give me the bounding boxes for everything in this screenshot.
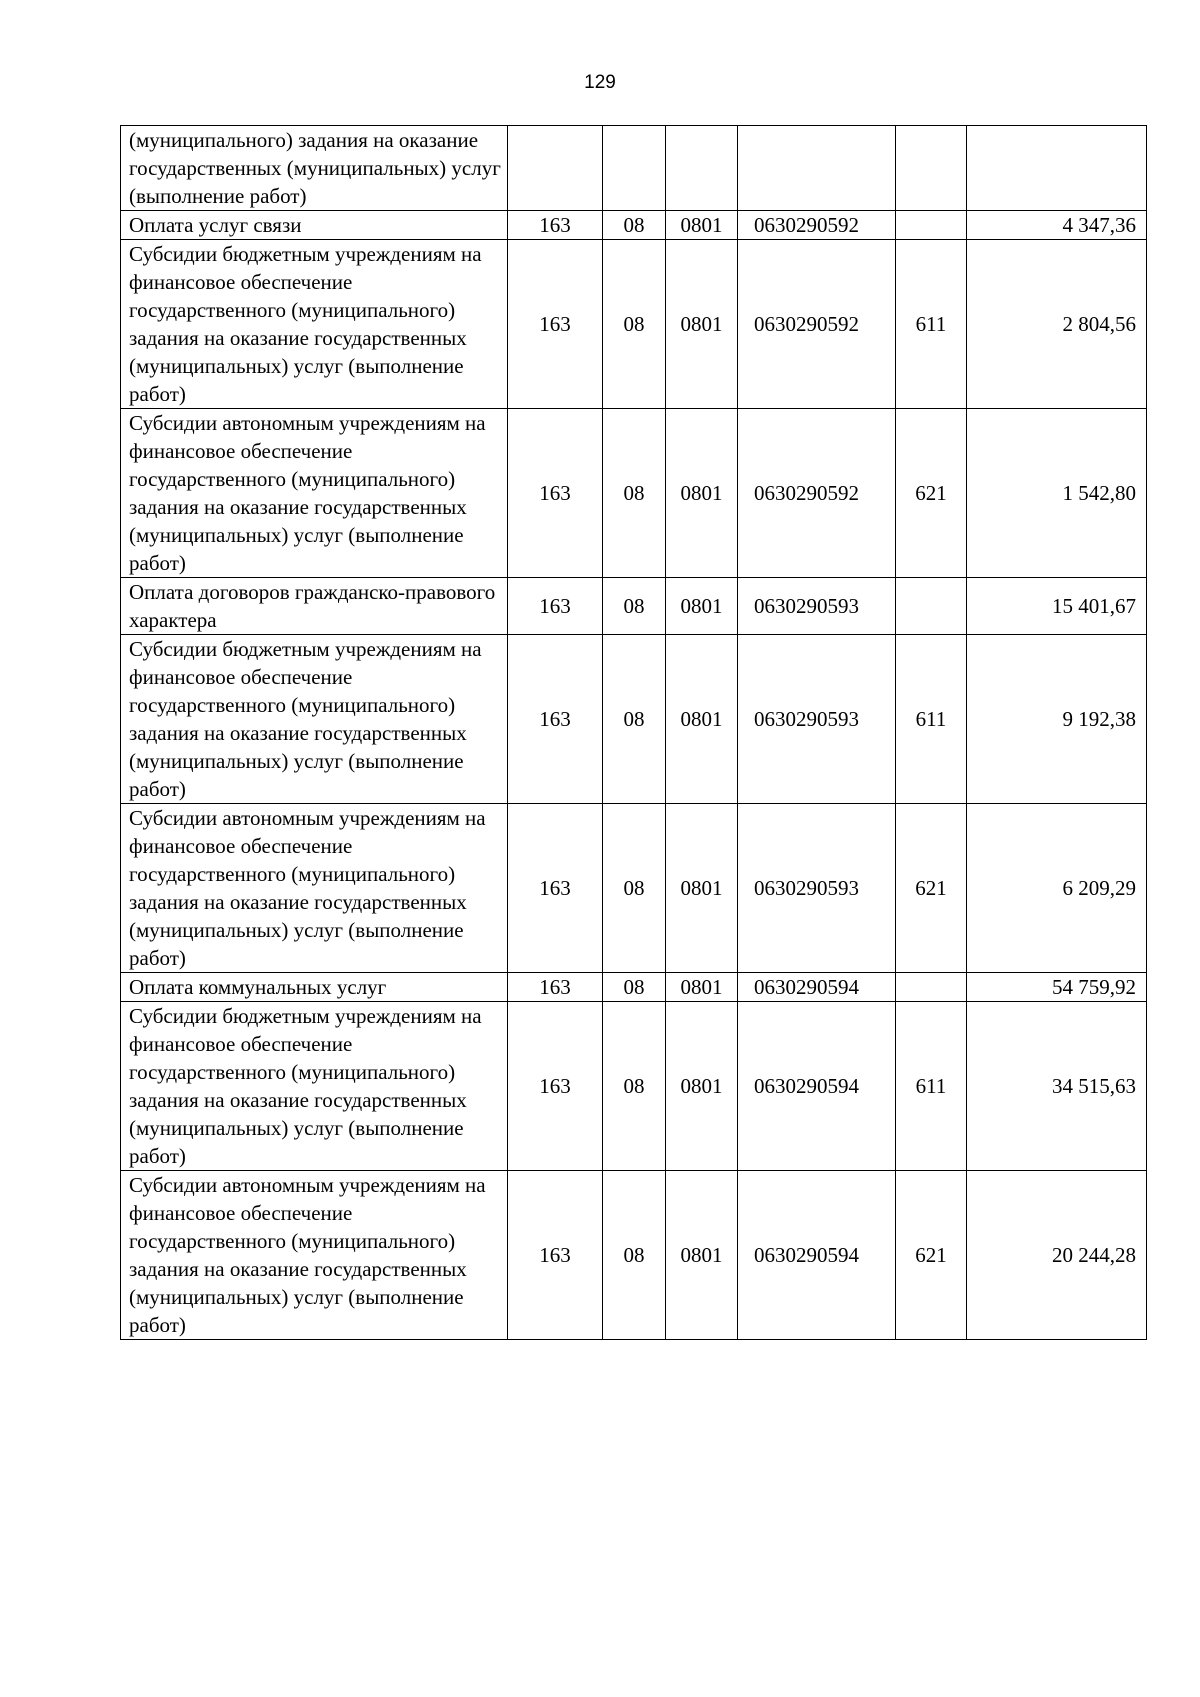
section-code-cell: 08 [603, 240, 666, 409]
subsection-code-cell: 0801 [666, 409, 738, 578]
amount-cell: 54 759,92 [967, 973, 1147, 1002]
target-article-cell: 0630290594 [738, 1171, 896, 1340]
target-article-cell: 0630290593 [738, 578, 896, 635]
section-code-cell: 08 [603, 211, 666, 240]
expense-type-cell: 621 [896, 1171, 967, 1340]
expense-type-cell: 621 [896, 804, 967, 973]
subsection-code-cell: 0801 [666, 973, 738, 1002]
dept-code-cell: 163 [508, 1002, 603, 1171]
target-article-cell: 0630290592 [738, 409, 896, 578]
section-code-cell [603, 126, 666, 211]
subsection-code-cell: 0801 [666, 1171, 738, 1340]
target-article-cell: 0630290593 [738, 804, 896, 973]
expense-type-cell: 611 [896, 1002, 967, 1171]
target-article-cell: 0630290592 [738, 211, 896, 240]
amount-cell: 34 515,63 [967, 1002, 1147, 1171]
target-article-cell [738, 126, 896, 211]
subsection-code-cell: 0801 [666, 635, 738, 804]
subsection-code-cell: 0801 [666, 211, 738, 240]
target-article-cell: 0630290593 [738, 635, 896, 804]
page-number: 129 [584, 72, 616, 93]
row-name-cell: Оплата коммунальных услуг [121, 973, 508, 1002]
table-row [121, 126, 1147, 211]
row-name-cell: Субсидии автономным учреждениям на финансовое обеспечение государственного (муниципального) задания на оказание государственных (муниципальных) услуг (выполнение работ) [121, 1171, 508, 1340]
subsection-code-cell: 0801 [666, 240, 738, 409]
dept-code-cell: 163 [508, 635, 603, 804]
row-name-cell: Субсидии бюджетным учреждениям на финансовое обеспечение государственного (муниципального) задания на оказание государственных (муниципальных) услуг (выполнение работ) [121, 240, 508, 409]
dept-code-cell: 163 [508, 409, 603, 578]
expense-type-cell [896, 211, 967, 240]
amount-cell [967, 126, 1147, 211]
table-row [121, 1002, 1147, 1171]
budget-table [120, 125, 1147, 1340]
expense-type-cell: 611 [896, 240, 967, 409]
dept-code-cell [508, 126, 603, 211]
section-code-cell: 08 [603, 409, 666, 578]
dept-code-cell: 163 [508, 240, 603, 409]
table-row [121, 240, 1147, 409]
table-body [121, 126, 1147, 1340]
amount-cell: 9 192,38 [967, 635, 1147, 804]
table-row [121, 804, 1147, 973]
expense-type-cell [896, 126, 967, 211]
subsection-code-cell: 0801 [666, 1002, 738, 1171]
subsection-code-cell: 0801 [666, 578, 738, 635]
row-name-cell: Субсидии бюджетным учреждениям на финансовое обеспечение государственного (муниципального) задания на оказание государственных (муниципальных) услуг (выполнение работ) [121, 1002, 508, 1171]
row-name-cell: Оплата услуг связи [121, 211, 508, 240]
section-code-cell: 08 [603, 1171, 666, 1340]
amount-cell: 6 209,29 [967, 804, 1147, 973]
dept-code-cell: 163 [508, 1171, 603, 1340]
section-code-cell: 08 [603, 973, 666, 1002]
section-code-cell: 08 [603, 804, 666, 973]
target-article-cell: 0630290594 [738, 1002, 896, 1171]
dept-code-cell: 163 [508, 804, 603, 973]
dept-code-cell: 163 [508, 578, 603, 635]
section-code-cell: 08 [603, 578, 666, 635]
target-article-cell: 0630290594 [738, 973, 896, 1002]
expense-type-cell: 621 [896, 409, 967, 578]
table-row [121, 635, 1147, 804]
amount-cell: 2 804,56 [967, 240, 1147, 409]
target-article-cell: 0630290592 [738, 240, 896, 409]
subsection-code-cell [666, 126, 738, 211]
table-row [121, 973, 1147, 1002]
expense-type-cell: 611 [896, 635, 967, 804]
dept-code-cell: 163 [508, 211, 603, 240]
section-code-cell: 08 [603, 635, 666, 804]
amount-cell: 1 542,80 [967, 409, 1147, 578]
expense-type-cell [896, 973, 967, 1002]
row-name-cell: Субсидии бюджетным учреждениям на финансовое обеспечение государственного (муниципального) задания на оказание государственных (муниципальных) услуг (выполнение работ) [121, 635, 508, 804]
amount-cell: 15 401,67 [967, 578, 1147, 635]
row-name-cell: Субсидии автономным учреждениям на финансовое обеспечение государственного (муниципального) задания на оказание государственных (муниципальных) услуг (выполнение работ) [121, 409, 508, 578]
row-name-cell: (муниципального) задания на оказание государственных (муниципальных) услуг (выполнение работ) [121, 126, 508, 211]
table-row [121, 409, 1147, 578]
amount-cell: 20 244,28 [967, 1171, 1147, 1340]
row-name-cell: Субсидии автономным учреждениям на финансовое обеспечение государственного (муниципального) задания на оказание государственных (муниципальных) услуг (выполнение работ) [121, 804, 508, 973]
dept-code-cell: 163 [508, 973, 603, 1002]
table-row [121, 1171, 1147, 1340]
row-name-cell: Оплата договоров гражданско-правового характера [121, 578, 508, 635]
expense-type-cell [896, 578, 967, 635]
amount-cell: 4 347,36 [967, 211, 1147, 240]
table-row [121, 211, 1147, 240]
subsection-code-cell: 0801 [666, 804, 738, 973]
table-row [121, 578, 1147, 635]
section-code-cell: 08 [603, 1002, 666, 1171]
